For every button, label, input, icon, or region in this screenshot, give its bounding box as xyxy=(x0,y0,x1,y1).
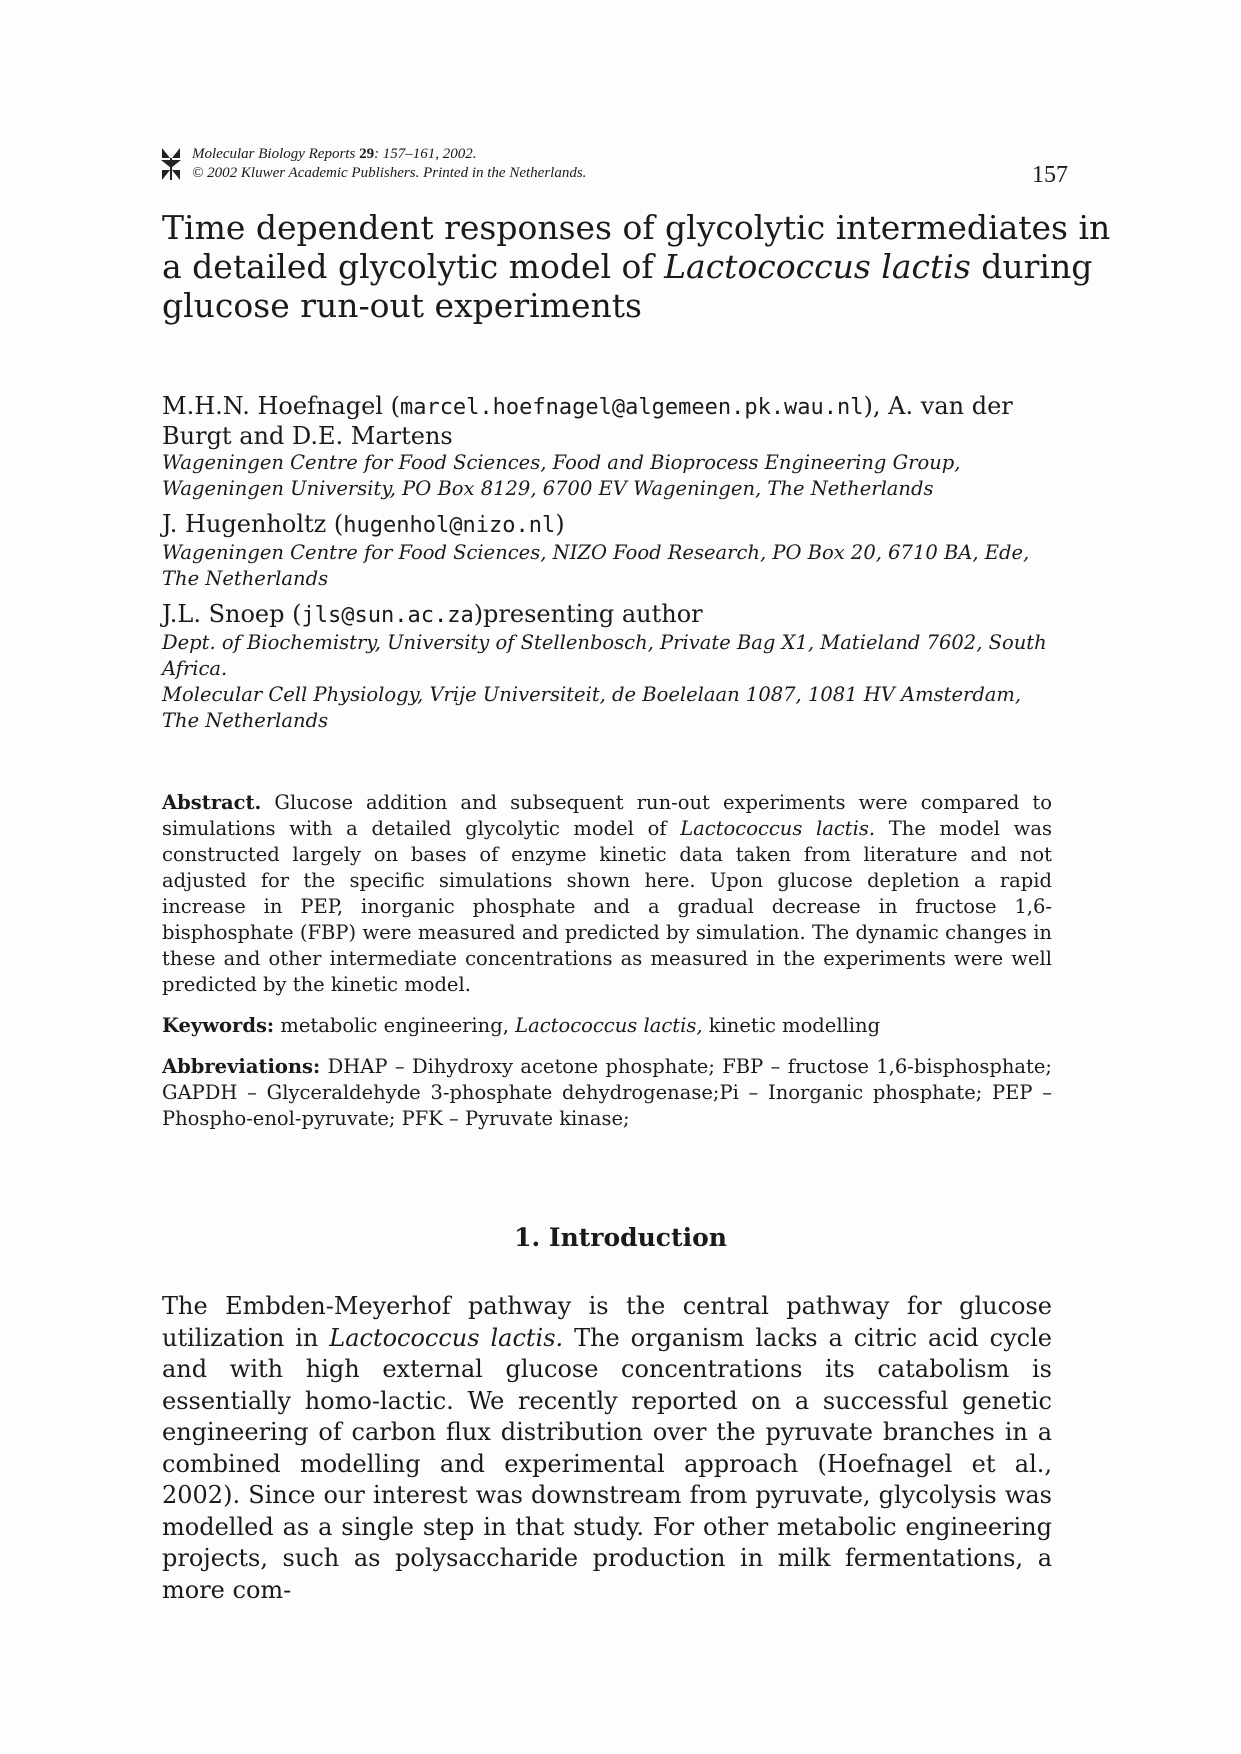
abbreviations-paragraph xyxy=(162,1054,1052,1132)
journal-name: Molecular Biology Reports xyxy=(192,146,356,162)
keywords-label: Keywords: xyxy=(162,1014,275,1037)
author-suffix-3: )presenting author xyxy=(473,600,703,628)
journal-volume: 29 xyxy=(359,146,375,162)
abstract-label: Abstract. xyxy=(162,791,262,814)
author-close-2: ) xyxy=(555,510,565,538)
journal-citation xyxy=(192,145,586,183)
title-species: Lactococcus lactis xyxy=(664,247,971,286)
affiliation-3b: Molecular Cell Physiology, Vrije Universiteit, de Boelelaan 1087, 1081 HV Amsterdam, The Netherlands xyxy=(162,683,1022,732)
title-part2: during glucose run-out experiments xyxy=(162,247,1093,325)
author-group-2 xyxy=(162,510,1062,540)
author-name-3: J.L. Snoep ( xyxy=(162,600,302,628)
keywords-text-b: kinetic modelling xyxy=(708,1014,881,1037)
keywords-species: Lactococcus lactis, xyxy=(515,1014,703,1037)
author-block xyxy=(162,392,1062,734)
publisher-logo-icon xyxy=(160,146,182,182)
intro-text-a: The Embden-Meyerhof pathway is the central pathway for glucose utilization in xyxy=(162,1292,1052,1352)
introduction-paragraph xyxy=(162,1291,1052,1606)
author-email-1[interactable]: marcel.hoefnagel@algemeen.pk.wau.nl xyxy=(399,395,864,420)
abstract-text-a: Glucose addition and subsequent run-out experiments were compared to simulations with a detailed glycolytic model of xyxy=(162,791,1052,840)
author-name-2: J. Hugenholtz ( xyxy=(162,510,344,538)
abbreviations-text: DHAP – Dihydroxy acetone phosphate; FBP – fructose 1,6-bisphosphate; GAPDH – Glyceraldehyde 3-phosphate dehydrogenase;Pi – Inorganic phosphate; PEP – Phospho-enol-pyruvate; PFK – Pyruvate kinase; xyxy=(162,1055,1053,1130)
author-group-1 xyxy=(162,392,1062,450)
affiliation-1: Wageningen Centre for Food Sciences, Food and Bioprocess Engineering Group, Wageningen University, PO Box 8129, 6700 EV Wageningen, The Netherlands xyxy=(162,451,961,500)
abstract-text-b: The model was constructed largely on bases of enzyme kinetic data taken from literature and not adjusted for the specific simulations shown here. Upon glucose depletion a rapid increase in PEP, inorganic phosphate and a gradual decrease in fructose 1,6-bisphosphate (FBP) were measured and predicted by simulation. The dynamic changes in these and other intermediate concentrations as measured in the experiments were well predicted by the kinetic model. xyxy=(162,817,1053,996)
paper-title xyxy=(162,208,1122,325)
author-names-b: ), A. van der Burgt and D.E. Martens xyxy=(162,392,1013,450)
introduction-heading: 1. Introduction xyxy=(514,1223,727,1252)
abstract-paragraph xyxy=(162,790,1052,998)
author-names-a: M.H.N. Hoefnagel ( xyxy=(162,392,400,420)
intro-species: Lactococcus lactis. xyxy=(329,1323,564,1352)
keywords-paragraph xyxy=(162,1013,1052,1039)
keywords-text-a: metabolic engineering, xyxy=(280,1014,509,1037)
abstract-section xyxy=(162,790,1052,1147)
abbreviations-label: Abbreviations: xyxy=(162,1055,321,1078)
title-part1: Time dependent responses of glycolytic intermediates in a detailed glycolytic model of xyxy=(162,208,1111,286)
affiliation-2: Wageningen Centre for Food Sciences, NIZO Food Research, PO Box 20, 6710 BA, Ede, The Netherlands xyxy=(162,541,1030,590)
intro-text-b: The organism lacks a citric acid cycle and with high external glucose concentrations its catabolism is essentially homo-lactic. We recently reported on a successful genetic engineering of carbon flux distribution over the pyruvate branches in a combined modelling and experimental approach (Hoefnagel et al., 2002). Since our interest was downstream from pyruvate, glycolysis was modelled as a single step in that study. For other metabolic engineering projects, such as polysaccharide production in milk fermentations, a more com- xyxy=(162,1323,1052,1604)
affiliation-3a: Dept. of Biochemistry, University of Stellenbosch, Private Bag X1, Matieland 7602, South Africa. xyxy=(162,631,1047,680)
author-email-3[interactable]: jls@sun.ac.za xyxy=(301,603,474,628)
author-group-3 xyxy=(162,600,1062,630)
author-email-2[interactable]: hugenhol@nizo.nl xyxy=(343,513,556,538)
page-number: 157 xyxy=(1032,162,1068,188)
abstract-species: Lactococcus lactis. xyxy=(680,817,876,840)
journal-pages-year: : 157–161, 2002. xyxy=(374,146,477,162)
copyright-notice: © 2002 Kluwer Academic Publishers. Printed in the Netherlands. xyxy=(192,165,587,181)
